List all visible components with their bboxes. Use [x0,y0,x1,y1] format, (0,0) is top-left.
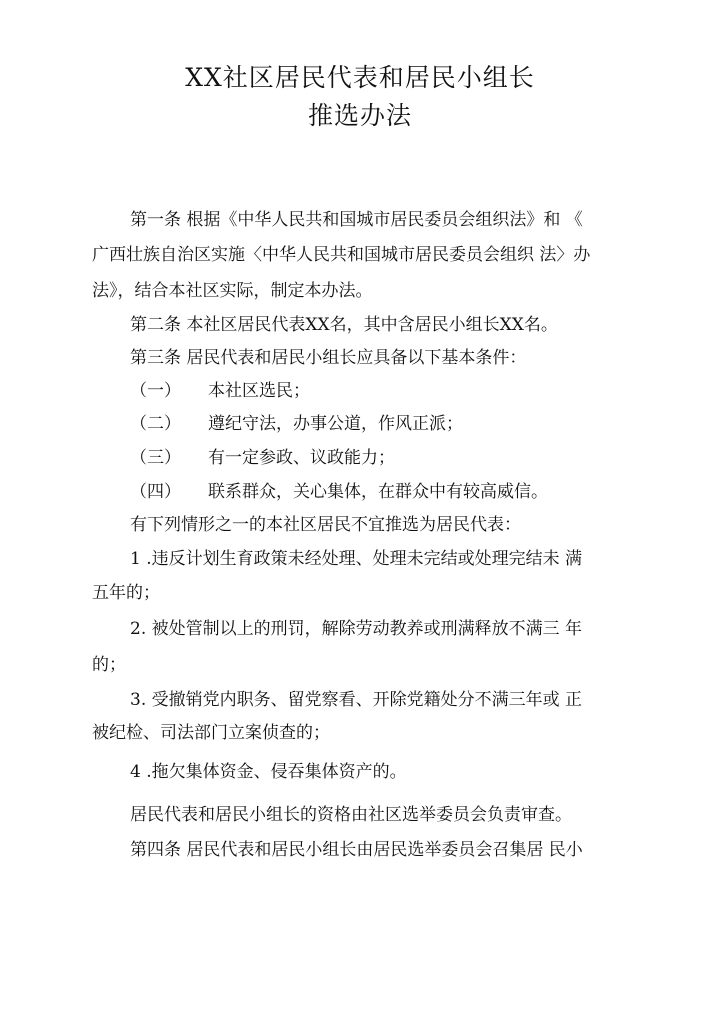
exclusion-item-1-line-1: 1 .违反计划生育政策未经处理、处理未完结或处理完结未 满 [130,549,583,569]
exclusion-item-3-line-1: 3. 受撤销党内职务、留党察看、开除党籍处分不满三年或 正 [130,690,583,710]
article-2: 第二条 本社区居民代表XX名，其中含居民小组长XX名。 [130,315,558,335]
condition-label: （四） [130,482,181,502]
article-3: 第三条 居民代表和居民小组长应具备以下基本条件： [130,348,527,368]
exclusion-item-3-line-2: 被纪检、司法部门立案侦查的； [92,723,330,743]
condition-text: 有一定参政、议政能力； [208,448,395,468]
condition-item [130,481,640,503]
exclusion-item-2-line-1: 2. 被处管制以上的刑罚，解除劳动教养或刑满释放不满三 年 [130,619,583,639]
qualification-review: 居民代表和居民小组长的资格由社区选举委员会负责审查。 [130,805,572,825]
condition-label: （一） [130,381,181,401]
exclusion-item-2-line-2: 的； [92,655,126,675]
condition-item [130,447,640,469]
condition-item [130,380,640,402]
article-1-line-3: 法》，结合本社区实际，制定本办法。 [92,281,373,301]
condition-text: 本社区选民； [208,381,310,401]
condition-item [130,413,640,435]
condition-label: （二） [130,414,181,434]
article-1-line-2: 广西壮族自治区实施〈中华人民共和国城市居民委员会组织 法〉办 [92,245,591,265]
article-1-line-1: 第一条 根据《中华人民共和国城市居民委员会组织法》和 《 [130,210,583,230]
document-title: XX社区居民代表和居民小组长 [185,63,535,92]
document-subtitle: 推选办法 [307,101,412,130]
article-4-line-1: 第四条 居民代表和居民小组长由居民选举委员会召集居 民小 [130,840,583,860]
exclusion-item-1-line-2: 五年的； [92,583,160,603]
condition-label: （三） [130,448,181,468]
exclusion-intro: 有下列情形之一的本社区居民不宜推选为居民代表： [130,515,521,535]
condition-text: 联系群众，关心集体，在群众中有较高威信。 [208,482,548,502]
exclusion-item-4: 4 .拖欠集体资金、侵吞集体资产的。 [130,762,407,782]
condition-text: 遵纪守法，办事公道，作风正派； [208,414,463,434]
